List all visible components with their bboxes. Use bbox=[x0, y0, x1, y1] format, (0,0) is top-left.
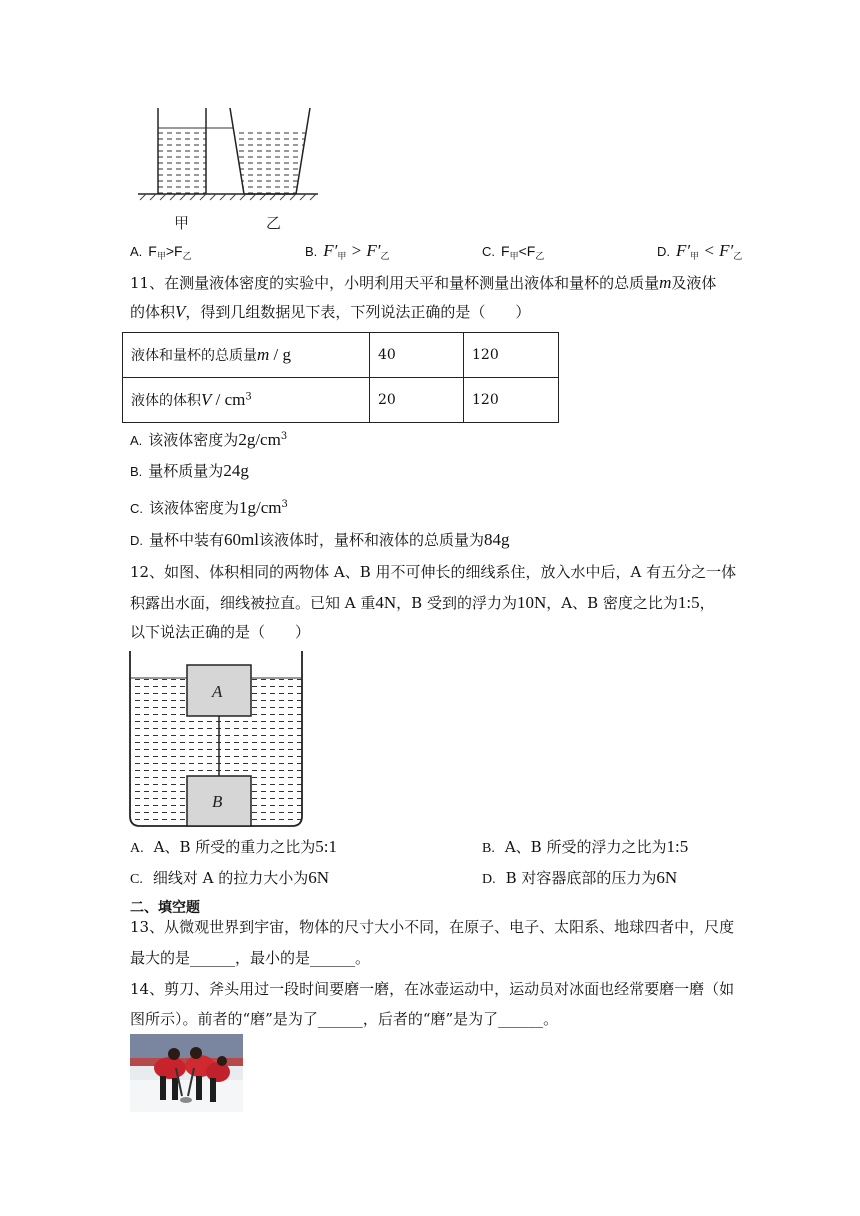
q10-option-c[interactable]: C. $F_甲<F_乙$ bbox=[482, 243, 545, 262]
q12-option-d[interactable]: D. B 对容器底部的压力为6N bbox=[482, 868, 678, 887]
table-cell: 120 bbox=[464, 333, 559, 378]
q10-option-a[interactable]: A. $F_甲>F_乙$ bbox=[130, 243, 192, 262]
q10-option-d[interactable]: D. $F'_甲 < F'_乙$ bbox=[657, 241, 743, 262]
q14-stem-line2: 图所示）。前者的“磨”是为了______，后者的“磨”是为了______。 bbox=[130, 1010, 559, 1028]
q11-stem-line2: 的体积V，得到几组数据见下表，下列说法正确的是（ ） bbox=[130, 302, 531, 321]
q11-data-table bbox=[122, 332, 559, 423]
q12-stem-line2: 积露出水面，细线被拉直。已知 A 重4N，B 受到的浮力为10N，A、B 密度之比为1:5， bbox=[130, 593, 715, 612]
q12-stem-line3: 以下说法正确的是（ ） bbox=[130, 623, 311, 641]
table-row bbox=[123, 378, 559, 423]
q10-label-yi: 乙 bbox=[266, 214, 282, 232]
q11-option-c[interactable]: C. 该液体密度为$1g/cm^3$ bbox=[130, 498, 288, 517]
section-title: 二、填空题 bbox=[130, 899, 200, 915]
block-b-label: B bbox=[212, 792, 223, 811]
q12-stem-line1: 12、如图、体积相同的两物体 A、B 用不可伸长的细线系住，放入水中后，A 有五分之一体 bbox=[130, 563, 737, 581]
block-a-label: A bbox=[212, 682, 223, 701]
table-cell: 120 bbox=[464, 378, 559, 423]
table-row bbox=[123, 333, 559, 378]
q10-label-jia: 甲 bbox=[174, 214, 190, 232]
q14-stem-line1: 14、剪刀、斧头用过一段时间要磨一磨，在冰壶运动中，运动员对冰面也经常要磨一磨（如 bbox=[130, 980, 735, 998]
q10-option-b[interactable]: B. $F'_甲 > F'_乙$ bbox=[305, 241, 390, 262]
q12-option-b[interactable]: B. A、B 所受的浮力之比为1:5 bbox=[482, 837, 689, 856]
q13-stem-line2: 最大的是______，最小的是______。 bbox=[130, 949, 371, 967]
table-cell-label: 液体的体积V / $cm^3$ bbox=[123, 378, 370, 423]
q12-option-a[interactable]: A. A、B 所受的重力之比为5:1 bbox=[130, 837, 337, 856]
curling-photo bbox=[130, 1034, 243, 1112]
table-cell: 20 bbox=[370, 378, 464, 423]
q13-stem-line1: 13、从微观世界到宇宙，物体的尺寸大小不同，在原子、电子、太阳系、地球四者中，尺度 bbox=[130, 918, 735, 936]
q11-option-b[interactable]: B. 量杯质量为24g bbox=[130, 461, 249, 480]
q12-figure bbox=[125, 648, 307, 830]
q12-option-c[interactable]: C. 细线对 A 的拉力大小为6N bbox=[130, 868, 329, 887]
q11-option-a[interactable]: A. 该液体密度为$2g/cm^3$ bbox=[130, 430, 288, 449]
table-cell: 40 bbox=[370, 333, 464, 378]
q11-option-d[interactable]: D. 量杯中装有60ml该液体时，量杯和液体的总质量为84g bbox=[130, 530, 510, 549]
q10-figure bbox=[130, 100, 330, 235]
q11-stem-line1: 11、在测量液体密度的实验中，小明利用天平和量杯测量出液体和量杯的总质量m及液体 bbox=[130, 273, 717, 292]
table-cell-label: 液体和量杯的总质量m / g bbox=[123, 333, 370, 378]
